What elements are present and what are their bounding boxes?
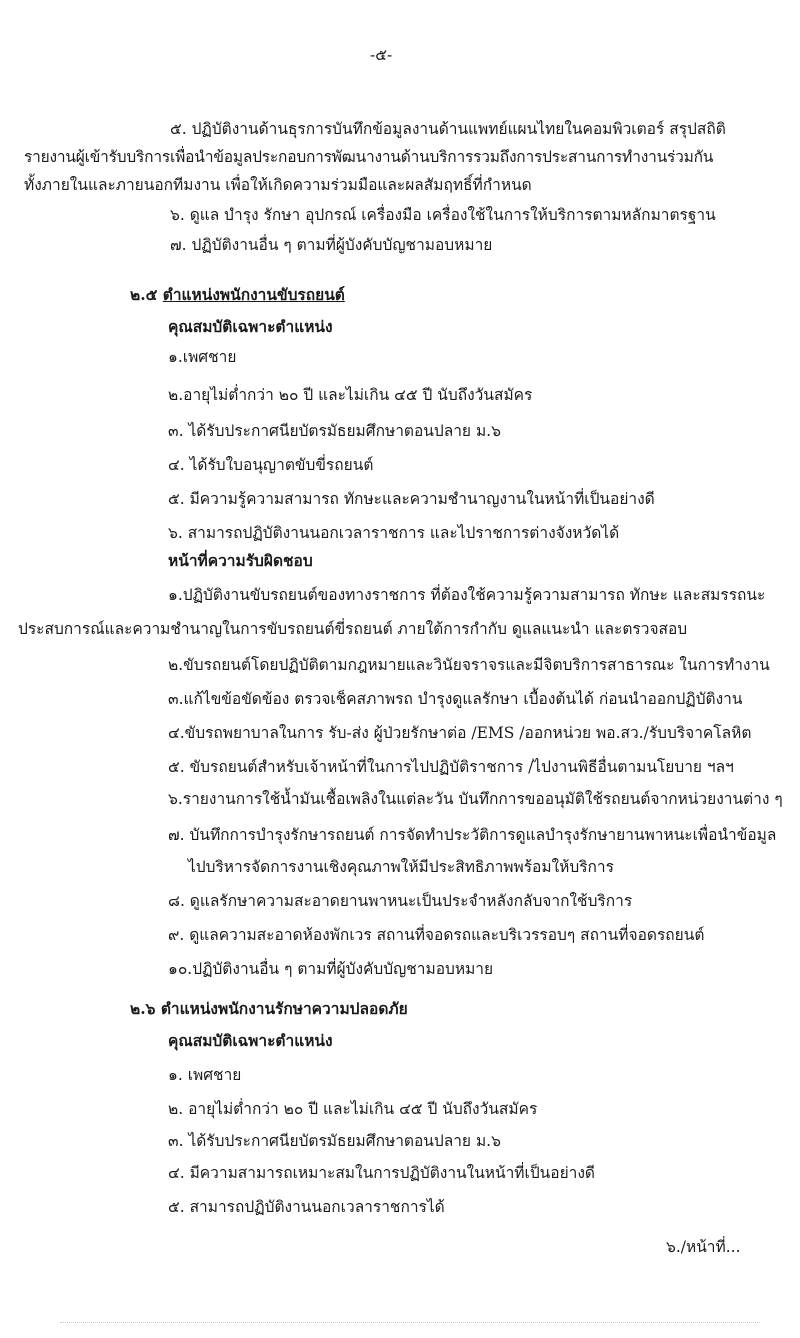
section-2-5-duty-9: ๙. ดูแลความสะอาดห้องพักเวร สถานที่จอดรถและบริเวรรอบๆ สถานที่จอดรถยนต์ [168,926,705,944]
section-2-5-number: ๒.๕ [130,285,158,304]
section-2-5-duty-6: ๖.รายงานการใช้น้ำมันเชื้อเพลิงในแต่ละวัน บันทึกการขออนุมัติใช้รถยนต์จากหน่วยงานต่าง ๆ [168,790,783,808]
section-2-5-duty-5: ๕. ขับรถยนต์สำหรับเจ้าหน้าที่ในการไปปฏิบัติราชการ /ไปงานพิธีอื่นตามนโยบาย ฯลฯ [168,758,734,776]
section-2-5-title: ตำแหน่งพนักงานขับรถยนต์ [162,285,345,304]
section-2-6-qual-heading: คุณสมบัติเฉพาะตำแหน่ง [168,1031,333,1050]
section-2-5-duty-7-line-1: ๗. บันทึกการบำรุงรักษารถยนต์ การจัดทำประวัติการดูแลบำรุงรักษายานพาหนะเพื่อนำข้อมูล [168,826,777,844]
section-2-5-duty-2: ๒.ขับรถยนต์โดยปฏิบัติตามกฎหมายและวินัยจราจรและมีจิตบริการสาธารณะ ในการทำงาน [168,656,770,674]
section-2-5-duty-10: ๑๐.ปฏิบัติงานอื่น ๆ ตามที่ผู้บังคับบัญชามอบหมาย [168,960,494,978]
page-number: -๕- [370,46,393,64]
section-2-5-qual-1: ๑.เพศชาย [168,348,237,366]
prev-item-5-line-1: ๕. ปฏิบัติงานด้านธุรการบันทึกข้อมูลงานด้านแพทย์แผนไทยในคอมพิวเตอร์ สรุปสถิติ [170,120,726,138]
section-2-5-qual-5: ๕. มีความรู้ความสามารถ ทักษะและความชำนาญงานในหน้าที่เป็นอย่างดี [168,490,655,508]
section-2-5-duty-8: ๘. ดูแลรักษาความสะอาดยานพาหนะเป็นประจำหลังกลับจากใช้บริการ [168,892,633,910]
section-2-5-qual-6: ๖. สามารถปฏิบัติงานนอกเวลาราชการ และไปราชการต่างจังหวัดได้ [168,524,620,542]
prev-item-7: ๗. ปฏิบัติงานอื่น ๆ ตามที่ผู้บังคับบัญชามอบหมาย [170,236,493,254]
section-2-5-qual-2: ๒.อายุไม่ต่ำกว่า ๒๐ ปี และไม่เกิน ๔๕ ปี นับถึงวันสมัคร [168,386,533,404]
section-2-5-qual-4: ๔. ได้รับใบอนุญาตขับขี่รถยนต์ [168,456,374,474]
section-2-5-heading [130,284,345,306]
prev-item-5-line-3: ทั้งภายในและภายนอกทีมงาน เพื่อให้เกิดความร่วมมือและผลสัมฤทธิ์ที่กำหนด [24,176,532,194]
section-2-5-duty-3: ๓.แก้ไขข้อขัดข้อง ตรวจเช็คสภาพรถ บำรุงดูแลรักษา เบื้องต้นได้ ก่อนนำออกปฏิบัติงาน [168,690,743,708]
section-2-5-duty-4: ๔.ขับรถพยาบาลในการ รับ-ส่ง ผู้ป่วยรักษาต่อ /EMS /ออกหน่วย พอ.สว./รับบริจาคโลหิต [168,724,752,742]
section-2-5-duty-heading: หน้าที่ความรับผิดชอบ [168,551,313,570]
continuation-marker: ๖./หน้าที่... [666,1238,741,1256]
section-2-6-heading: ๒.๖ ตำแหน่งพนักงานรักษาความปลอดภัย [130,999,408,1018]
section-2-5-duty-1-line-2: ประสบการณ์และความชำนาญในการขับรถยนต์ขี่รถยนต์ ภายใต้การกำกับ ดูแลแนะนำ และตรวจสอบ [18,620,688,638]
scan-artifact-line [60,1322,760,1324]
section-2-6-qual-2: ๒. อายุไม่ต่ำกว่า ๒๐ ปี และไม่เกิน ๔๕ ปี นับถึงวันสมัคร [168,1100,538,1118]
section-2-5-qual-heading: คุณสมบัติเฉพาะตำแหน่ง [168,317,333,336]
section-2-5-duty-1-line-1: ๑.ปฏิบัติงานขับรถยนต์ของทางราชการ ที่ต้องใช้ความรู้ความสามารถ ทักษะ และสมรรถนะ [168,586,766,604]
section-2-6-qual-5: ๕. สามารถปฏิบัติงานนอกเวลาราชการได้ [168,1198,445,1216]
prev-item-5-line-2: รายงานผู้เข้ารับบริการเพื่อนำข้อมูลประกอบการพัฒนางานด้านบริการรวมถึงการประสานการทำงานร่วมกัน [24,148,714,166]
section-2-6-qual-4: ๔. มีความสามารถเหมาะสมในการปฏิบัติงานในหน้าที่เป็นอย่างดี [168,1164,595,1182]
section-2-6-qual-1: ๑. เพศชาย [168,1066,242,1084]
prev-item-6: ๖. ดูแล บำรุง รักษา อุปกรณ์ เครื่องมือ เครื่องใช้ในการให้บริการตามหลักมาตรฐาน [170,206,716,224]
section-2-6-qual-3: ๓. ได้รับประกาศนียบัตรมัธยมศึกษาตอนปลาย ม.๖ [168,1132,501,1150]
section-2-5-qual-3: ๓. ได้รับประกาศนียบัตรมัธยมศึกษาตอนปลาย ม.๖ [168,422,501,440]
section-2-5-duty-7-line-2: ไปบริหารจัดการงานเชิงคุณภาพให้มีประสิทธิภาพพร้อมให้บริการ [188,858,614,876]
